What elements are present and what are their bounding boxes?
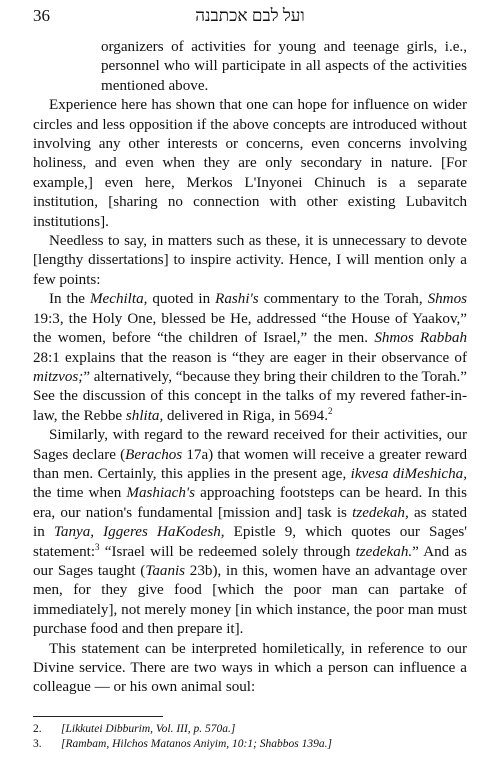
running-head: ועל לבם אכתבנה [195, 6, 305, 25]
footnote-text: [Likkutei Dibburim, Vol. III, p. 570a.] [61, 723, 236, 735]
footnote-divider [33, 716, 163, 717]
text-run: “Israel will be redeemed solely through [99, 543, 356, 560]
hebrew-term: tzedekah. [355, 543, 413, 560]
text-run: 19:3, the Holy One, blessed be He, addressed “the House of Yaakov,” the women, before “the children of Israel,” the men. [33, 310, 467, 347]
text-run: approaching footsteps can be heard. In this era, our nation's fundamental [mission and] task is [33, 485, 467, 521]
text-run: Similarly, with regard to the reward received for their activities, our Sages declare ( [33, 427, 467, 463]
paragraph-reward [33, 426, 467, 639]
paragraph-homiletic: This statement can be interpreted homiletically, in reference to our Divine service. There are two ways in which a person can influence a colleague — or his own animal soul: [33, 640, 467, 696]
text-run: the time when [33, 485, 127, 502]
source-title: Tanya, Iggeres HaKodesh, [53, 524, 225, 541]
paragraph-needless: Needless to say, in matters such as these, it is unnecessary to devote [lengthy dissertations] to inspire activity. Hence, I will mention only a few points: [33, 233, 467, 288]
hebrew-term: tzedekah, [352, 504, 409, 521]
paragraph-experience: Experience here has shown that one can hope for influence on wider circles and less opposition if the above concepts are introduced without involving any other interests or concerns, even concerns involving holiness, and even when they are only secondary in nature. [For example,] even here, Merkos L'Inyonei Chinuch is a separate institution, [sharing no connection with other existing Lubavitch institutions]. [33, 97, 467, 230]
text-run: Epistle 9, which quotes our Sages' statement: [33, 524, 467, 560]
footnote-ref: 3 [95, 541, 100, 552]
text-run: as stated in [33, 504, 467, 541]
hebrew-term: ikvesa diMeshicha, [350, 465, 467, 482]
source-title: Shmos Rabbah [374, 330, 467, 347]
paragraph-list-continuation: organizers of activities for young and teenage girls, i.e., personnel who will participate in all aspects of the activities mentioned above. [101, 39, 467, 94]
body-text [33, 38, 467, 698]
footnote-number: 3. [33, 738, 42, 750]
text-run: quoted in [147, 291, 216, 308]
text-run: 23b), in this, women have an advantage over men, for they give food [which the poor man can partake of immediately], not merely money [in which instance, the poor man must purchase food and then prepare it]. [33, 562, 467, 638]
text-run: commentary to the Torah, [258, 291, 428, 308]
footnote [33, 737, 467, 752]
footnote-ref: 2 [327, 405, 333, 416]
text-run: ” And as our Sages taught ( [33, 543, 467, 579]
text-run: ” alternatively, “because they bring their children to the Torah.” See the discussion of this concept in the talks of my revered father-in-law, the Rebbe [33, 368, 467, 424]
footnote [33, 722, 467, 737]
source-title: Mechilta, [89, 291, 148, 308]
page-header [33, 0, 467, 38]
text-run: In the [49, 291, 90, 308]
text-run: 28:1 explains that the reason is “they are eager in their observance of [33, 349, 467, 366]
text-run: delivered in Riga, in 5694. [163, 407, 328, 424]
page-number: 36 [33, 6, 50, 25]
footnote-text: [Rambam, Hilchos Matanos Aniyim, 10:1; Shabbos 139a.] [61, 738, 332, 750]
source-title: Taanis [145, 562, 186, 579]
text-run: 17a) that women will receive a greater reward than men. Certainly, this applies in the present age, [33, 446, 467, 482]
hebrew-term: mitzvos; [33, 368, 84, 385]
hebrew-term: shlita, [125, 407, 164, 424]
paragraph-mechilta [33, 290, 467, 426]
source-title: Berachos [125, 446, 183, 463]
footnote-number: 2. [33, 723, 42, 735]
source-title: Rashi's [215, 291, 259, 308]
footnotes [33, 716, 467, 752]
source-title: Shmos [427, 291, 467, 308]
hebrew-term: Mashiach's [126, 485, 196, 502]
